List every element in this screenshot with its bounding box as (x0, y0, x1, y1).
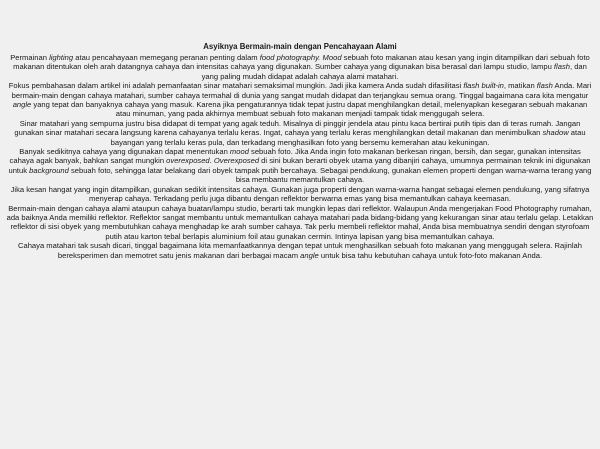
paragraph-text: Cahaya matahari tak susah dicari, tinggal bagaimana kita memanfaatkannya dengan tepat untuk menghasilkan sebuah foto makanan yang menggugah selera. Rajinlah bereksperimen dan memotret satu jenis makanan dari berbagai macam (18, 241, 582, 260)
article-paragraph (6, 241, 594, 260)
paragraph-text: di sini bukan berarti obyek utama yang dibanjiri cahaya, umumnya permainan teknik ini digunakan untuk (8, 156, 591, 175)
paragraph-text: yang tepat dan banyaknya cahaya yang masuk. Karena jika pengaturannya tidak tepat justru dapat menghilangkan detail, melenyapkan kesegaran sebuah makanan atau minuman, yang pada akhirnya membuat sebuah foto makanan menjadi tampak tidak menggugah selera. (31, 100, 588, 119)
italic-term: shadow (542, 128, 569, 138)
italic-term: overexposed (166, 156, 210, 166)
italic-term: lighting (49, 53, 74, 62)
paragraph-text: sebuah foto. Jika Anda ingin foto makanan berkesan ringan, bersih, dan segar, gunakan intensitas cahaya agak banyak, bahkan sangat mungkin (9, 147, 581, 166)
paragraph-text: sebuah foto makanan atau kesan yang ingin ditampilkan dari sebuah foto makanan ditentukan oleh arah datangnya cahaya dan intensitas cahaya yang digunakan. Sumber cahaya yang digunakan bisa berasal dari lampu studio, lampu (13, 53, 590, 72)
italic-term: Overexposed (213, 156, 260, 166)
italic-term: angle (300, 250, 319, 260)
italic-term: angle (12, 100, 32, 110)
paragraph-text: Permainan (10, 53, 50, 62)
article-paragraph (6, 81, 594, 119)
paragraph-text: Jika kesan hangat yang ingin ditampilkan, gunakan sedikit intensitas cahaya. Gunakan juga properti dengan warna-warna hangat sebagai elemen pendukung, yang sifatnya menyerap cahaya. Terkadang perlu juga dibantu dengan reflektor berwarna emas yang bisa memantulkan cahaya keemasan. (10, 184, 590, 204)
article-paragraph (6, 185, 594, 204)
italic-term: mood (229, 147, 249, 157)
paragraph-text: , matikan (503, 81, 537, 91)
paragraph-text: atau pencahayaan memegang peranan penting dalam (73, 53, 260, 62)
paragraph-text: Fokus pembahasan dalam artikel ini adalah pemanfaatan sinar matahari semaksimal mungkin. Jadi jika kamera Anda sudah difasilitasi (8, 81, 464, 91)
paragraph-text: Sinar matahari yang sempurna justru bisa didapat di tempat yang agak teduh. Misalnya di pinggir jendela atau pintu kaca bertirai putih tipis dan di teras rumah. Jangan gunakan sinar matahari secara langsung karena cahayanya terlalu keras. Ingat, cahaya yang terlalu keras menghilangkan detail makanan dan menimbulkan (14, 118, 581, 138)
italic-term: background (29, 165, 69, 175)
paragraph-text: Bermain-main dengan cahaya alami ataupun cahaya buatan/lampu studio, berarti tak mungkin lepas dari reflektor. Walaupun Anda mengerjakan Food Photography rumahan, ada baiknya Anda memiliki reflektor. Reflektor sangat membantu untuk memantulkan cahaya matahari pada bidang-bidang yang kekurangan sinar atau terlalu gelap. Letakkan reflektor di sisi obyek yang membutuhkan cahaya menghadap ke arah sumber cahaya. Tak perlu membeli reflektor mahal, Anda bisa membuatnya sendiri dengan styrofoam putih atau karton tebal berlapis aluminium foil atau gunakan cermin. Intinya lapisan yang bisa memantulkan cahaya. (6, 203, 594, 241)
italic-term: Mood (322, 53, 342, 62)
paragraph-text: sebuah foto, sehingga latar belakang dari obyek tampak putih bercahaya. Sebagai pendukung, gunakan elemen properti dengan warna-warna terang yang bisa membantu memantulkan cahaya. (68, 165, 592, 185)
paragraph-text: Anda. Mari bermain-main dengan cahaya matahari, sumber cahaya termahal di dunia yang sangat mudah didapat dan terjangkau semua orang. Tinggal bagaimana cara kita mengatur (11, 81, 592, 100)
italic-term: food photography. (259, 53, 321, 62)
italic-term: flash (536, 81, 553, 91)
italic-term: flash (553, 62, 570, 72)
paragraph-text: Banyak sedikitnya cahaya yang digunakan dapat menentukan (19, 147, 230, 157)
article-title: Asyiknya Bermain-main dengan Pencahayaan Alami (203, 42, 397, 51)
article-paragraphs (6, 53, 594, 260)
italic-term: flash built-in (463, 81, 504, 91)
article-body (6, 42, 594, 260)
article-paragraph (6, 119, 594, 147)
article-paragraph (6, 204, 594, 242)
article-paragraph (6, 147, 594, 185)
paragraph-text: atau bayangan yang terlalu keras pula, dan terkadang menghasilkan foto yang bersemu kemerahan atau kekuningan. (110, 128, 586, 147)
paragraph-text: , dan yang paling mudah didapat adalah cahaya alami matahari. (201, 62, 587, 81)
article-paragraph (6, 53, 594, 81)
paragraph-text: untuk bisa tahu kebutuhan cahaya untuk foto-foto makanan Anda. (318, 250, 543, 260)
paragraph-text: . (209, 156, 214, 166)
